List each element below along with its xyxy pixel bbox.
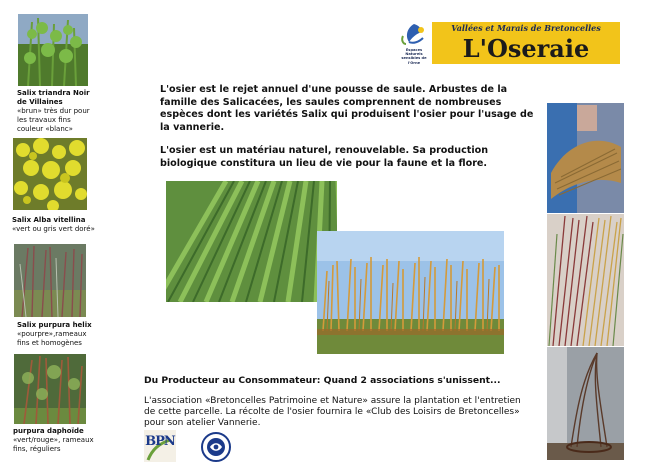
bpn-logo (144, 430, 176, 462)
caption-salix-purpura-helix (17, 321, 97, 348)
species-desc: «pourpre»,rameaux fins et homogènes (17, 330, 87, 347)
logo-caption: Espaces Naturels sensibles de l'Orne (401, 48, 427, 65)
photo-salix-alba-vitellina (13, 138, 87, 210)
photo-wicker-structure (547, 347, 624, 460)
page-title: L'Oseraie (462, 34, 590, 63)
caption-salix-triandra (17, 89, 97, 134)
caption-salix-alba-vitellina (12, 216, 112, 234)
photo-purpura-daphoide (14, 354, 86, 424)
species-name: Salix triandra Noir de Villaines (17, 89, 90, 106)
photo-osier-bundles (547, 214, 624, 346)
species-desc: «vert ou gris vert doré» (12, 225, 95, 233)
ens-orne-logo (397, 22, 431, 66)
species-desc: «brun» très dur pour les travaux fins couleur «blanc» (17, 107, 90, 133)
caption-purpura-daphoide (13, 427, 103, 454)
photo-salix-purpura-helix (14, 244, 86, 317)
species-name: purpura daphoïde (13, 427, 84, 435)
intro-paragraph-2: L'osier est un matériau naturel, renouvelable. Sa production biologique constitura un lieu de vie pour la faune et la flore. (160, 145, 489, 169)
species-name: Salix Alba vitellina (12, 216, 86, 224)
bpn-logo-text: BPN (145, 434, 175, 449)
species-name: Salix purpura helix (17, 321, 92, 329)
photo-basket-weaving (547, 103, 624, 213)
header-banner (432, 22, 620, 64)
photo-osier-rods (317, 231, 504, 354)
club-loisirs-logo (201, 432, 231, 462)
photo-osier-field (166, 181, 337, 302)
species-desc: «vert/rouge», rameaux fins, réguliers (13, 436, 94, 453)
intro-paragraph-1: L'osier est le rejet annuel d'une pousse de saule. Arbustes de la famille des Salicacées, les saules comprennent de nombreuses espèces dont les variétés Salix qui produisent l'osier pour l'usage de la vannerie. (160, 84, 534, 133)
footer-heading: Du Producteur au Consommateur: Quand 2 associations s'unissent... (144, 375, 501, 386)
footer-text: L'association «Bretoncelles Patrimoine et Nature» assure la plantation et l'entretien de cette parcelle. La récolte de l'osier fournira le «Club des Loisirs de Bretoncelles» pour son atelier Vannerie. (144, 396, 521, 428)
photo-salix-triandra (18, 14, 88, 86)
intro-text (160, 84, 538, 181)
header-subtitle: Vallées et Marais de Bretoncelles (451, 23, 601, 33)
